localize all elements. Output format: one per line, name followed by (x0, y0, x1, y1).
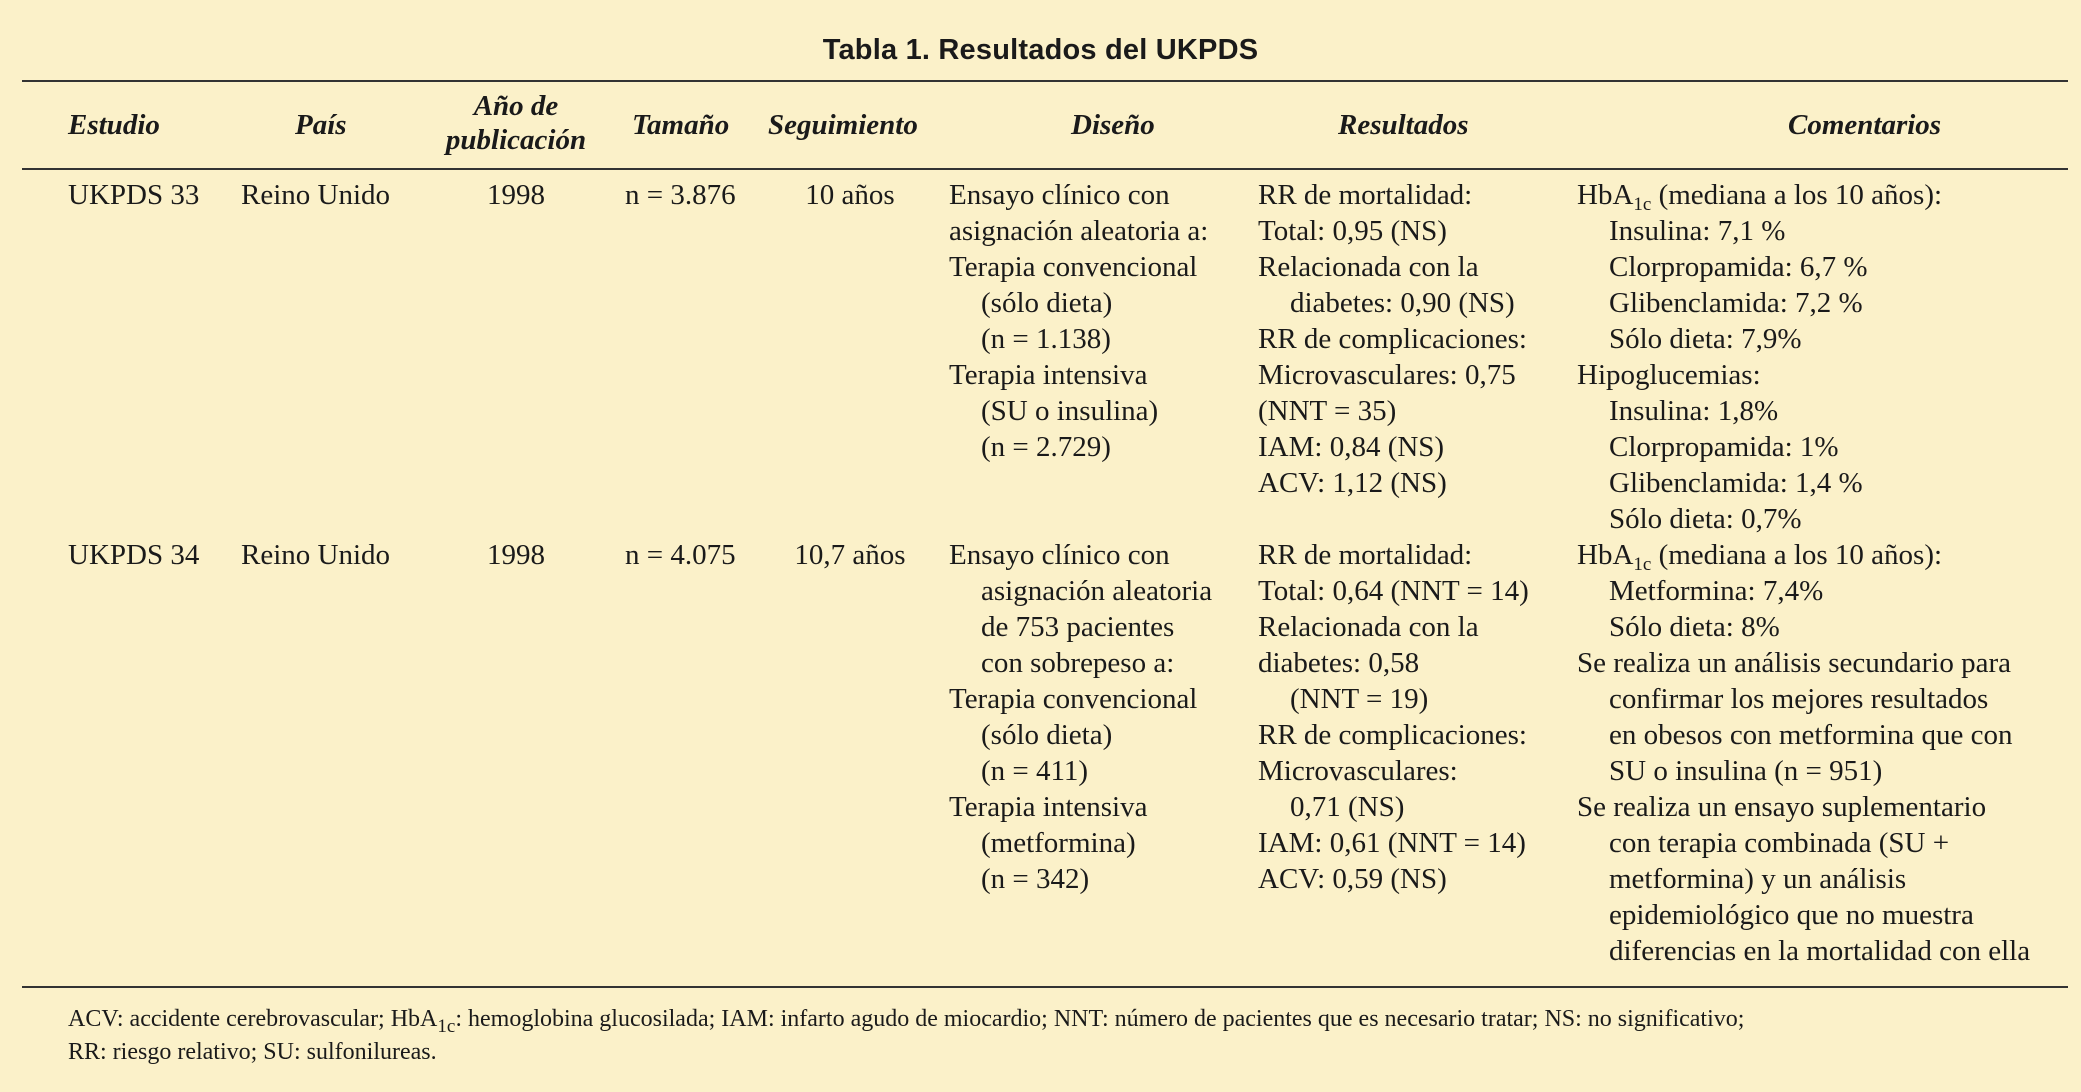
header-rule (22, 168, 2068, 170)
list-item: Relacionada con la (1258, 251, 1479, 283)
top-rule (22, 80, 2068, 82)
list-item: Sólo dieta: 0,7% (1609, 503, 1802, 535)
list-item: RR de mortalidad: (1258, 179, 1473, 211)
row1-seguimiento: 10 años (805, 179, 895, 211)
list-item: Total: 0,64 (NNT = 14) (1258, 575, 1529, 607)
list-item: Relacionada con la (1258, 611, 1479, 643)
list-item: diabetes: 0,58 (1258, 647, 1420, 679)
hba1c-line: HbA$_{1c}$ (mediana a los 10 años): (1577, 539, 1943, 575)
list-item: epidemiológico que no muestra (1609, 899, 1974, 931)
list-item: (n = 1.138) (981, 323, 1111, 355)
list-item: Terapia convencional (949, 683, 1198, 715)
list-item: ACV: 0,59 (NS) (1258, 863, 1447, 895)
list-item: IAM: 0,61 (NNT = 14) (1258, 827, 1526, 859)
row2-anio: 1998 (487, 539, 545, 571)
list-item: (n = 342) (981, 863, 1090, 895)
list-item: asignación aleatoria a: (949, 215, 1209, 247)
row2-tamano: n = 4.075 (625, 539, 736, 571)
list-item: (sólo dieta) (981, 287, 1113, 319)
list-item: Total: 0,95 (NS) (1258, 215, 1447, 247)
list-item: Ensayo clínico con (949, 539, 1170, 571)
list-item: (n = 411) (981, 755, 1089, 787)
row2-pais: Reino Unido (241, 539, 391, 571)
header-pais: País (295, 109, 347, 141)
row1-estudio: UKPDS 33 (68, 179, 200, 211)
list-item: asignación aleatoria (981, 575, 1213, 607)
list-item: Glibenclamida: 7,2 % (1609, 287, 1863, 319)
footnote-line1: ACV: accidente cerebrovascular; HbA$_{1c}$: hemoglobina glucosilada; IAM: infarto agudo de miocardio; NNT: número de pacientes que es necesario tratar; NS: no significativo; (68, 1006, 1745, 1037)
list-item: Sólo dieta: 8% (1609, 611, 1780, 643)
header-seguimiento: Seguimiento (768, 109, 918, 141)
list-item: IAM: 0,84 (NS) (1258, 431, 1445, 463)
list-item: Metformina: 7,4% (1609, 575, 1824, 607)
table-title: Tabla 1. Resultados del UKPDS (822, 34, 1259, 66)
list-item: metformina) y un análisis (1609, 863, 1907, 895)
list-item: RR de complicaciones: (1258, 719, 1527, 751)
bottom-rule (22, 986, 2068, 988)
list-item: (SU o insulina) (981, 395, 1159, 427)
footnote (68, 1003, 2058, 1069)
footnote-line2: RR: riesgo relativo; SU: sulfonilureas. (68, 1039, 437, 1065)
list-item: ACV: 1,12 (NS) (1258, 467, 1447, 499)
list-item: Terapia intensiva (949, 359, 1148, 391)
header-resultados: Resultados (1338, 109, 1469, 141)
list-item: de 753 pacientes (981, 611, 1175, 643)
header-anio-line2: publicación (445, 124, 587, 156)
list-item: Se realiza un ensayo suplementario (1577, 791, 1987, 823)
row2-resultados (1258, 537, 1529, 897)
list-item: (NNT = 35) (1258, 395, 1397, 427)
list-item: Hipoglucemias: (1577, 359, 1761, 391)
list-item: RR de complicaciones: (1258, 323, 1527, 355)
header-anio-line1: Año de (473, 90, 559, 122)
row2-estudio: UKPDS 34 (68, 539, 200, 571)
row1-resultados (1258, 177, 1527, 501)
list-item: Microvasculares: (1258, 755, 1458, 787)
list-item: en obesos con metformina que con (1609, 719, 2013, 751)
list-item: Sólo dieta: 7,9% (1609, 323, 1802, 355)
header-diseno: Diseño (1071, 109, 1155, 141)
list-item: Insulina: 7,1 % (1609, 215, 1786, 247)
list-item: Microvasculares: 0,75 (1258, 359, 1516, 391)
row1-pais: Reino Unido (241, 179, 391, 211)
list-item: diabetes: 0,90 (NS) (1290, 287, 1515, 319)
list-item: Clorpropamida: 6,7 % (1609, 251, 1868, 283)
row1-diseno (949, 177, 1208, 465)
list-item: Insulina: 1,8% (1609, 395, 1779, 427)
list-item: (sólo dieta) (981, 719, 1113, 751)
row2-comentarios (1577, 537, 2030, 969)
list-item: SU o insulina (n = 951) (1609, 755, 1883, 787)
list-item: Terapia convencional (949, 251, 1198, 283)
row2-diseno (949, 537, 1212, 897)
row1-tamano: n = 3.876 (625, 179, 736, 211)
list-item: con sobrepeso a: (981, 647, 1175, 679)
list-item: Se realiza un análisis secundario para (1577, 647, 2012, 679)
row2-seguimiento: 10,7 años (794, 539, 906, 571)
header-estudio: Estudio (68, 109, 160, 141)
list-item: diferencias en la mortalidad con ella (1609, 935, 2031, 967)
row1-comentarios (1577, 177, 1942, 537)
list-item: Terapia intensiva (949, 791, 1148, 823)
list-item: Clorpropamida: 1% (1609, 431, 1839, 463)
list-item: (metformina) (981, 827, 1136, 859)
hba1c-line: HbA$_{1c}$ (mediana a los 10 años): (1577, 179, 1943, 215)
list-item: Ensayo clínico con (949, 179, 1170, 211)
header-tamano: Tamaño (632, 109, 730, 141)
list-item: confirmar los mejores resultados (1609, 683, 1989, 715)
list-item: con terapia combinada (SU + (1609, 827, 1950, 859)
list-item: Glibenclamida: 1,4 % (1609, 467, 1863, 499)
header-comentarios: Comentarios (1788, 109, 1942, 141)
list-item: 0,71 (NS) (1290, 791, 1405, 823)
list-item: RR de mortalidad: (1258, 539, 1473, 571)
list-item: (n = 2.729) (981, 431, 1111, 463)
row1-anio: 1998 (487, 179, 545, 211)
list-item: (NNT = 19) (1290, 683, 1429, 715)
header-anio (425, 89, 607, 157)
